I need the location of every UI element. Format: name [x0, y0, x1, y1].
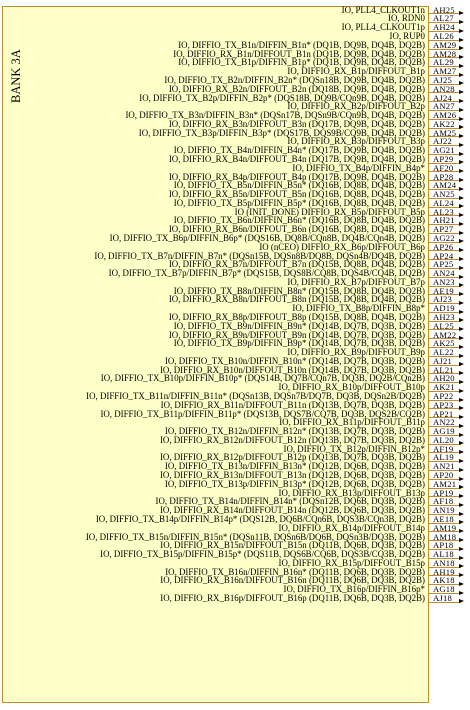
pin-number: AJ25: [433, 74, 452, 85]
pin-signal-label: IO, RUP0: [389, 31, 425, 42]
pin-number: AL19: [433, 452, 454, 463]
pin-signal-label: IO, DIFFIO_RX_B10n/DIFFOUT_B10n (DQ14B, DQ7B, DQ3B, DQ2B): [159, 364, 425, 375]
pin-number: AP25: [433, 259, 454, 270]
pin-number: AJ23: [433, 294, 452, 305]
pin-signal-label: IO, DIFFIO_TX_B11n/DIFFIN_B11n* (DQSn13B, DQSn7B/DQ7B, DQ3B, DQSn2B/DQ2B): [86, 391, 425, 402]
pin-number: AM19: [433, 522, 457, 533]
pin-signal-label: IO, DIFFIO_TX_B5n/DIFFIN_B5n* (DQ16B, DQ8B, DQ4B, DQ2B): [173, 180, 425, 191]
pin-signal-label: IO, DIFFIO_RX_B9p/DIFFOUT_B9p: [287, 347, 425, 358]
pin-number: AN28: [433, 83, 455, 94]
pin-signal-label: IO, DIFFIO_RX_B8n/DIFFOUT_B8n (DQ15B, DQ8B, DQ4B, DQ2B): [168, 294, 425, 305]
pin-number: AP22: [433, 391, 454, 402]
pin-number: AN21: [433, 461, 455, 472]
pin-number: AL29: [433, 57, 454, 68]
pin-number: AE19: [433, 285, 454, 296]
pin-number: AH20: [433, 373, 455, 384]
pin-number: AN24: [433, 268, 455, 279]
pin-number: AK18: [433, 575, 455, 586]
pin-signal-label: IO, DIFFIO_TX_B2n/DIFFIN_B2n* (DQSn18B, DQ9B, DQ4B, DQ2B): [164, 74, 425, 85]
pin-number: AN18: [433, 557, 455, 568]
pin-number: AL22: [433, 347, 454, 358]
pin-signal-label: IO, DIFFIO_TX_B16n/DIFFIN_B16n* (DQ11B, DQ6B, DQ3B, DQ2B): [165, 566, 425, 577]
pin-number: AN25: [433, 189, 455, 200]
pin-signal-label: IO, DIFFIO_TX_B14p/DIFFIN_B14p* (DQS12B, DQ6B/CQn6B, DQS3B/CQn3B, DQ2B): [95, 513, 425, 524]
pin-signal-label: IO, DIFFIO_TX_B13n/DIFFIN_B13n* (DQ12B, DQ6B, DQ3B, DQ2B): [164, 461, 425, 472]
pin-number: AH23: [433, 312, 455, 322]
pin-signal-label: IO, DIFFIO_RX_B12p/DIFFOUT_B12p (DQ13B, DQ7B, DQ3B, DQ2B): [159, 452, 425, 463]
pin-number: AL26: [433, 31, 454, 42]
pin-signal-label: IO, DIFFIO_TX_B7p/DIFFIN_B7p* (DQS15B, DQS8B/CQ8B, DQS4B/CQ4B, DQ2B): [108, 268, 425, 279]
pin-number: AN27: [433, 101, 455, 112]
pin-number: AD19: [433, 303, 455, 314]
pin-number: AP19: [433, 487, 454, 498]
pin-number: AN22: [433, 417, 455, 428]
pin-number: AM24: [433, 180, 457, 191]
pin-signal-label: IO, DIFFIO_TX_B8n/DIFFIN_B8n* (DQ15B, DQ8B, DQ4B, DQ2B): [173, 285, 425, 296]
pin-signal-label: IO, DIFFIO_TX_B15n/DIFFIN_B15n* (DQSn11B, DQSn6B/DQ6B, DQSn3B/DQ3B, DQ2B): [85, 531, 425, 542]
pin-signal-label: IO, DIFFIO_RX_B15p/DIFFOUT_B15p: [278, 557, 425, 568]
pin-signal-label: IO, DIFFIO_TX_B6p/DIFFIN_B6p* (DQS16B, DQ8B/CQn8B, DQ4B/CQn4B, DQ2B): [109, 232, 425, 243]
pin-number: AG21: [433, 145, 455, 156]
pin-number: AH19: [433, 566, 455, 577]
pin-number: AL25: [433, 320, 454, 331]
pin-number: AF20: [433, 162, 454, 173]
pin-signal-label: IO, DIFFIO_TX_B9n/DIFFIN_B9n* (DQ14B, DQ7B, DQ3B, DQ2B): [173, 320, 425, 331]
pin-number: AG22: [433, 232, 455, 243]
pin-signal-label: IO, DIFFIO_RX_B9n/DIFFOUT_B9n (DQ14B, DQ7B, DQ3B, DQ2B): [168, 329, 425, 340]
pin-signal-label: IO, DIFFIO_RX_B1p/DIFFOUT_B1p: [287, 66, 425, 77]
pin-signal-label: IO, DIFFIO_TX_B1n/DIFFIN_B1n* (DQ1B, DQ9B, DQ4B, DQ2B): [178, 39, 425, 50]
pin-number: AP26: [433, 241, 454, 252]
pin-signal-label: IO, DIFFIO_RX_B13p/DIFFOUT_B13p: [278, 487, 425, 498]
pin-signal-label: IO, DIFFIO_TX_B12n/DIFFIN_B12n* (DQ13B, DQ7B, DQ3B, DQ2B): [164, 426, 425, 437]
pin-signal-label: IO, DIFFIO_RX_B16p/DIFFOUT_B16p (DQ11B, DQ6B, DQ3B, DQ2B): [160, 592, 425, 603]
pin-arrow-icon: [459, 599, 464, 603]
pin-signal-label: IO, PLL4_CLKOUT1p: [341, 22, 425, 33]
pin-number: AM26: [433, 110, 457, 121]
pin-number: AM29: [433, 39, 457, 50]
pin-signal-label: IO, DIFFIO_RX_B1n/DIFFOUT_B1n (DQ1B, DQ9B, DQ4B, DQ2B): [173, 48, 425, 59]
pin-signal-label: IO, DIFFIO_RX_B15n/DIFFOUT_B15n (DQ11B, DQ6B, DQ3B, DQ2B): [160, 540, 425, 551]
pin-number: AM25: [433, 127, 457, 138]
pin-number: AH25: [433, 4, 455, 15]
pin-signal-label: IO (INIT_DONE) DIFFIO_RX_B5p/DIFFOUT_B5p: [234, 206, 425, 217]
pin-signal-label: IO, RDN0: [388, 13, 425, 24]
pin-signal-label: IO, DIFFIO_RX_B11p/DIFFOUT_B11p: [279, 417, 425, 428]
pin-signal-label: IO, DIFFIO_RX_B14n/DIFFOUT_B14n (DQ12B, DQ6B, DQ3B, DQ2B): [159, 505, 425, 516]
pin-signal-label: IO, DIFFIO_TX_B9p/DIFFIN_B9p* (DQ14B, DQ7B, DQ3B, DQ2B): [173, 338, 425, 349]
pin-number: AK21: [433, 382, 455, 393]
pin-number: AP28: [433, 171, 454, 182]
pin-signal-label: IO, DIFFIO_RX_B7n/DIFFOUT_B7n (DQ15B, DQ8B, DQ4B, DQ2B): [168, 259, 425, 270]
pin-signal-label: IO, DIFFIO_TX_B10p/DIFFIN_B10p* (DQS14B, DQ7B/CQn7B, DQ3B, DQ2B/CQn2B): [100, 373, 425, 384]
pin-number: AK22: [433, 118, 455, 129]
pin-signal-label: IO, DIFFIO_RX_B4n/DIFFOUT_B4n (DQ17B, DQ9B, DQ4B, DQ2B): [168, 153, 425, 164]
pin-number: AJ18: [433, 592, 452, 603]
pin-number: AE18: [433, 513, 454, 524]
pin-signal-label: IO, DIFFIO_RX_B14p/DIFFOUT_B14p: [278, 522, 425, 533]
pin-signal-label: IO, DIFFIO_TX_B13p/DIFFIN_B13p* (DQ12B, DQ6B, DQ3B, DQ2B): [164, 478, 425, 489]
pin-signal-label: IO, DIFFIO_RX_B3p/DIFFOUT_B3p: [287, 136, 425, 147]
pin-signal-label: IO (nCEO) DIFFIO_RX_B6p/DIFFOUT_B6p: [259, 241, 425, 252]
pin-signal-label: IO, DIFFIO_RX_B5n/DIFFOUT_B5n (DQ16B, DQ8B, DQ4B, DQ2B): [168, 189, 425, 200]
pin-signal-label: IO, DIFFIO_TX_B5p/DIFFIN_B5p* (DQ16B, DQ8B, DQ4B, DQ2B): [173, 197, 425, 208]
pin-signal-label: IO, DIFFIO_TX_B4n/DIFFIN_B4n* (DQ17B, DQ9B, DQ4B, DQ2B): [173, 145, 425, 156]
pin-signal-label: IO, DIFFIO_TX_B3p/DIFFIN_B3p* (DQS17B, DQS9B/CQ9B, DQ4B, DQ2B): [138, 127, 425, 138]
pin-signal-label: IO, DIFFIO_RX_B7p/DIFFOUT_B7p: [287, 276, 425, 287]
pin-number: AP18: [433, 540, 454, 551]
pin-number: AL18: [433, 549, 454, 560]
pin-signal-label: IO, DIFFIO_RX_B16n/DIFFOUT_B16n (DQ11B, DQ6B, DQ3B, DQ2B): [160, 575, 425, 586]
pin-signal-label: IO, DIFFIO_RX_B6n/DIFFOUT_B6n (DQ16B, DQ8B, DQ4B, DQ2B): [168, 224, 425, 235]
pin-signal-label: IO, DIFFIO_TX_B4p/DIFFIN_B4p*: [292, 162, 425, 173]
pin-number: AP23: [433, 399, 454, 410]
pin-number: AM28: [433, 48, 457, 59]
pin-row: [0, 594, 470, 603]
pin-number: AM21: [433, 478, 457, 489]
pin-signal-label: IO, DIFFIO_TX_B14n/DIFFIN_B14n* (DQSn12B, DQ6B, DQ3B, DQ2B): [155, 496, 425, 507]
pin-signal-label: IO, DIFFIO_TX_B10n/DIFFIN_B10n* (DQ14B, DQ7B, DQ3B, DQ2B): [164, 355, 425, 366]
pin-number: AH21: [433, 215, 455, 226]
pin-signal-label: IO, DIFFIO_TX_B12p/DIFFIN_B12p*: [283, 443, 425, 454]
pin-number: AL20: [433, 434, 454, 445]
pin-signal-label: IO, DIFFIO_TX_B3n/DIFFIN_B3n* (DQSn17B, DQSn9B/CQn9B, DQ4B, DQ2B): [125, 110, 425, 121]
pin-signal-label: IO, DIFFIO_RX_B13n/DIFFOUT_B13n (DQ12B, DQ6B, DQ3B, DQ2B): [159, 470, 425, 481]
pin-number: AM18: [433, 531, 457, 542]
pin-signal-label: IO, DIFFIO_TX_B6n/DIFFIN_B6n* (DQ16B, DQ8B, DQ4B, DQ2B): [173, 215, 425, 226]
pin-signal-label: IO, DIFFIO_TX_B1p/DIFFIN_B1p* (DQ1B, DQ9B, DQ4B, DQ2B): [178, 57, 425, 68]
pin-signal-label: IO, DIFFIO_RX_B10p/DIFFOUT_B10p: [278, 382, 425, 393]
pin-number: AH24: [433, 22, 455, 33]
pin-signal-label: IO, DIFFIO_TX_B7n/DIFFIN_B7n* (DQSn15B, DQSn8B/DQ8B, DQSn4B/DQ4B, DQ2B): [94, 250, 425, 261]
pin-signal-label: IO, DIFFIO_TX_B16p/DIFFIN_B16p*: [283, 584, 425, 595]
pin-number: AL27: [433, 13, 454, 24]
pin-number: AK25: [433, 338, 455, 349]
pin-signal-label: IO, DIFFIO_RX_B4p/DIFFOUT_B4p (DQ17B, DQ9B, DQ4B, DQ2B): [168, 171, 425, 182]
pin-number: AL23: [433, 206, 454, 217]
pin-number: AN19: [433, 505, 455, 516]
pin-number: AJ21: [433, 355, 452, 366]
pin-number: AN23: [433, 276, 455, 287]
pin-number: AM22: [433, 329, 457, 340]
pin-number: AG18: [433, 584, 455, 595]
pin-signal-label: IO, DIFFIO_RX_B8p/DIFFOUT_B8p (DQ15B, DQ8B, DQ4B, DQ2B): [168, 312, 425, 322]
bank-label: BANK 3A: [9, 49, 23, 103]
pin-number: AP27: [433, 224, 454, 235]
pin-number: AP24: [433, 250, 454, 261]
pin-signal-label: IO, DIFFIO_RX_B12n/DIFFOUT_B12n (DQ13B, DQ7B, DQ3B, DQ2B): [159, 434, 425, 445]
pin-number: AJ24: [433, 92, 452, 103]
pin-signal-label: IO, DIFFIO_TX_B8p/DIFFIN_B8p*: [292, 303, 425, 314]
pin-signal-label: IO, DIFFIO_RX_B2p/DIFFOUT_B2p: [287, 101, 425, 112]
pin-number: AM27: [433, 66, 457, 77]
pin-number: AP20: [433, 470, 454, 481]
pin-number: AF18: [433, 496, 454, 507]
pin-signal-label: IO, DIFFIO_TX_B15p/DIFFIN_B15p* (DQS11B, DQS6B/CQ6B, DQS3B/CQ3B, DQ2B): [100, 549, 425, 560]
pin-number: AP21: [433, 408, 454, 419]
pin-signal-label: IO, DIFFIO_TX_B11p/DIFFIN_B11p* (DQS13B, DQS7B/CQ7B, DQ3B, DQS2B/CQ2B): [100, 408, 425, 419]
pin-number: AG19: [433, 426, 455, 437]
pin-signal-label: IO, DIFFIO_RX_B3n/DIFFOUT_B3n (DQ17B, DQ9B, DQ4B, DQ2B): [168, 118, 425, 129]
pin-number: AF19: [433, 443, 454, 454]
pin-number: AJ22: [433, 136, 452, 147]
pin-signal-label: IO, PLL4_CLKOUT1n: [341, 4, 425, 15]
pin-number: AL24: [433, 197, 454, 208]
pin-number: AP29: [433, 153, 454, 164]
pin-number: AL21: [433, 364, 454, 375]
pin-signal-label: IO, DIFFIO_RX_B2n/DIFFOUT_B2n (DQ18B, DQ9B, DQ4B, DQ2B): [168, 83, 425, 94]
pin-signal-label: IO, DIFFIO_TX_B2p/DIFFIN_B2p* (DQS18B, DQ9B/CQn9B, DQ4B, DQ2B): [139, 92, 425, 103]
pin-signal-label: IO, DIFFIO_RX_B11n/DIFFOUT_B11n (DQ13B, DQ7B, DQ3B, DQ2B): [160, 399, 425, 410]
